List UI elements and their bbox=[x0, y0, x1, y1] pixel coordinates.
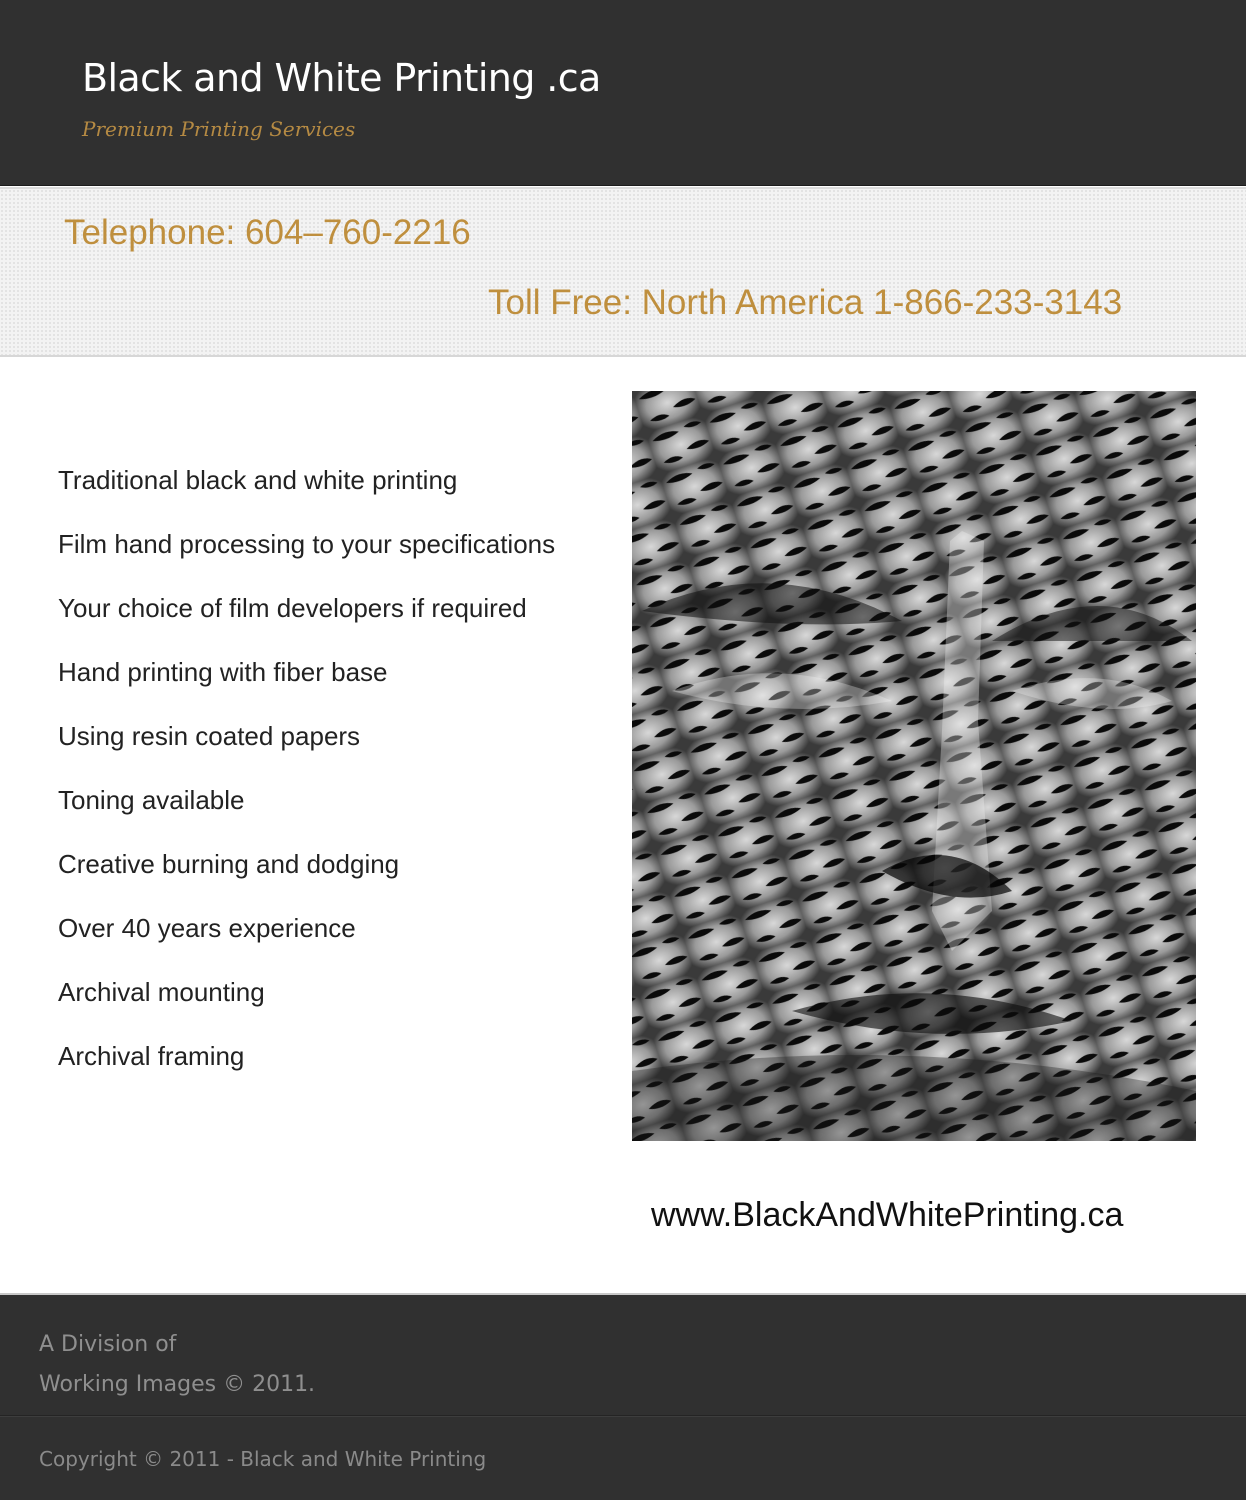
footer-divider bbox=[0, 1415, 1246, 1417]
service-item: Toning available bbox=[58, 785, 245, 815]
site-title[interactable]: Black and White Printing .ca bbox=[82, 56, 601, 100]
service-item: Creative burning and dodging bbox=[58, 849, 400, 879]
service-item: Traditional black and white printing bbox=[58, 465, 458, 495]
site-tagline: Premium Printing Services bbox=[82, 117, 356, 141]
division-line-1: A Division of bbox=[39, 1332, 177, 1357]
division-line-2: Working Images © 2011. bbox=[39, 1372, 316, 1397]
website-url-link[interactable]: www.BlackAndWhitePrinting.ca bbox=[651, 1196, 1124, 1234]
site-footer bbox=[0, 1293, 1246, 1500]
service-item: Over 40 years experience bbox=[58, 913, 356, 943]
service-item: Your choice of film developers if required bbox=[58, 593, 527, 623]
service-item: Using resin coated papers bbox=[58, 721, 361, 751]
telephone-number: Telephone: 604–760-2216 bbox=[64, 213, 471, 252]
contact-band bbox=[0, 187, 1246, 357]
division-note bbox=[39, 1325, 315, 1405]
copyright-text: Copyright © 2011 - Black and White Printing bbox=[39, 1447, 487, 1471]
site-header bbox=[0, 0, 1246, 186]
face-sculpture-photo bbox=[632, 391, 1196, 1141]
toll-free-number: Toll Free: North America 1-866-233-3143 bbox=[488, 283, 1123, 322]
service-item: Archival framing bbox=[58, 1041, 245, 1071]
services-list bbox=[58, 460, 555, 1100]
service-item: Film hand processing to your specifications bbox=[58, 529, 556, 559]
service-item: Hand printing with fiber base bbox=[58, 657, 388, 687]
service-item: Archival mounting bbox=[58, 977, 265, 1007]
